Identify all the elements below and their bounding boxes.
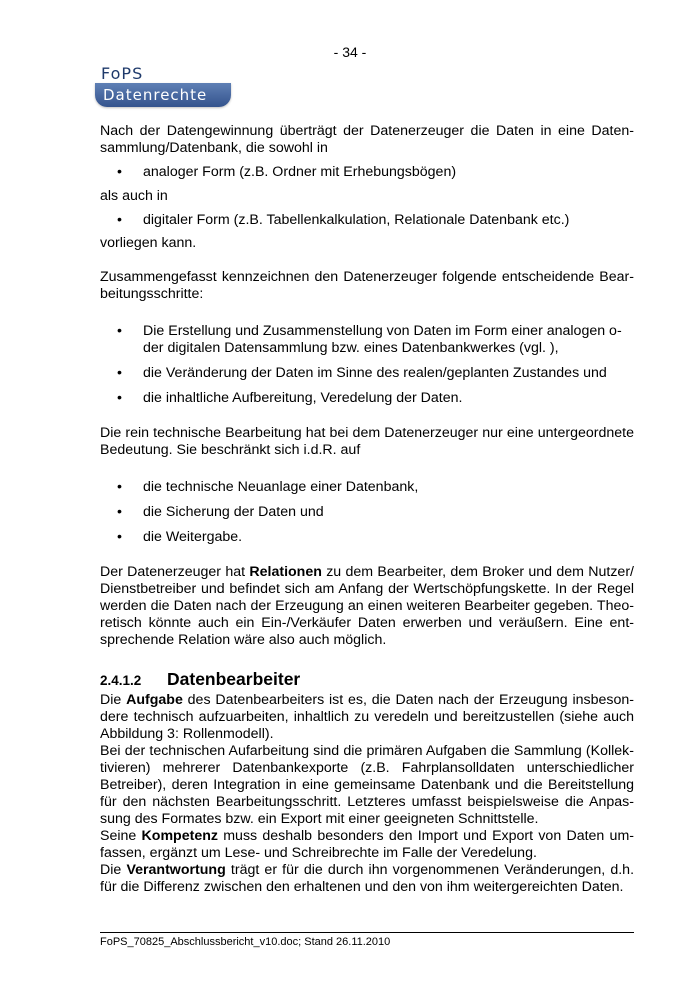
footer-divider <box>100 932 634 933</box>
paragraph-aufarbeitung: Bei der technischen Aufarbeitung sind die primären Aufgaben die Sammlung (Kollek-tivieren) mehrerer Datenbankexporte (z.B. Fahrplansolldaten unterschiedlicher Betreiber), deren Integration in eine gemeinsame Datenbank und die Bereitstellung für den nächsten Bearbeitungsschritt. Letzteres umfasst beispielsweise die Anpas-sung des Formates bzw. ein Export mit einer geeigneten Schnittstelle. <box>100 743 634 827</box>
paragraph-summary: Zusammengefasst kennzeichnen den Datenerzeuger folgende entscheidende Bear-beitungsschritte: <box>100 269 634 302</box>
bold-term-kompetenz: Kompetenz <box>141 828 218 844</box>
bold-term-relationen: Relationen <box>249 564 322 580</box>
bullet-list-digital <box>100 212 634 229</box>
list-item: • die Veränderung der Daten im Sinne des realen/geplanten Zustandes und <box>100 365 634 382</box>
logo-banner <box>95 83 231 107</box>
footer-text: FoPS_70825_Abschlussbericht_v10.doc; Stand 26.11.2010 <box>100 936 391 948</box>
section-title: Datenbearbeiter <box>167 669 301 689</box>
bold-term-aufgabe: Aufgabe <box>126 692 183 708</box>
bullet-list-technical <box>100 479 634 546</box>
paragraph-relations: Der Datenerzeuger hat Relationen zu dem Bearbeiter, dem Broker und dem Nutzer/ Dienstbetreiber und befindet sich am Anfang der Wertschöpfungskette. In der Regel werden die Daten nach der Erzeugung an einen weiteren Bearbeiter gegeben. Theo-retisch könnte auch ein Ein-/Verkäufer Daten erwerben und veräußern. Eine ent-sprechende Relation wäre also auch möglich. <box>100 564 634 648</box>
list-item: • analoger Form (z.B. Ordner mit Erhebungsbögen) <box>100 164 634 181</box>
list-item: • die Sicherung der Daten und <box>100 504 634 521</box>
page-number: - 34 - <box>333 44 367 60</box>
list-item: • die Weitergabe. <box>100 529 634 546</box>
paragraph-kompetenz: Seine Kompetenz muss deshalb besonders den Import und Export von Daten um-fassen, ergänzt um Lese- und Schreibrechte im Falle der Veredelung. <box>100 828 634 861</box>
logo-subtitle: Datenrechte <box>103 86 208 104</box>
paragraph-technical: Die rein technische Bearbeitung hat bei dem Datenerzeuger nur eine untergeordnete Bedeutung. Sie beschränkt sich i.d.R. auf <box>100 425 634 458</box>
bullet-list-analog <box>100 164 634 181</box>
bold-term-verantwortung: Verantwortung <box>126 862 226 878</box>
list-item: • digitaler Form (z.B. Tabellenkalkulation, Relationale Datenbank etc.) <box>100 212 634 229</box>
logo-title: FoPS <box>101 64 144 83</box>
paragraph-intro: Nach der Datengewinnung überträgt der Datenerzeuger die Daten in eine Daten-sammlung/Datenbank, die sowohl in <box>100 123 634 156</box>
paragraph-vorliegen: vorliegen kann. <box>100 235 197 251</box>
list-item: • die technische Neuanlage einer Datenbank, <box>100 479 634 496</box>
bullet-list-steps <box>100 323 634 407</box>
section-number: 2.4.1.2 <box>100 673 142 688</box>
list-item: • Die Erstellung und Zusammenstellung von Daten im Form einer analogen o-der digitalen Datensammlung bzw. eines Datenbankwerkes (vgl. ), <box>100 323 634 357</box>
paragraph-als-auch: als auch in <box>100 188 168 204</box>
paragraph-verantwortung: Die Verantwortung trägt er für die durch ihn vorgenommenen Veränderungen, d.h. für die Differenz zwischen den erhaltenen und den von ihm weitergereichten Daten. <box>100 862 635 895</box>
fops-logo <box>95 61 231 107</box>
section-heading <box>100 671 634 689</box>
list-item: • die inhaltliche Aufbereitung, Veredelung der Daten. <box>100 390 634 407</box>
document-body <box>100 123 634 896</box>
paragraph-aufgabe: Die Aufgabe des Datenbearbeiters ist es, die Daten nach der Erzeugung insbeson-dere technisch aufzuarbeiten, inhaltlich zu veredeln und bereitzustellen (siehe auch Abbildung 3: Rollenmodell). <box>100 692 634 742</box>
